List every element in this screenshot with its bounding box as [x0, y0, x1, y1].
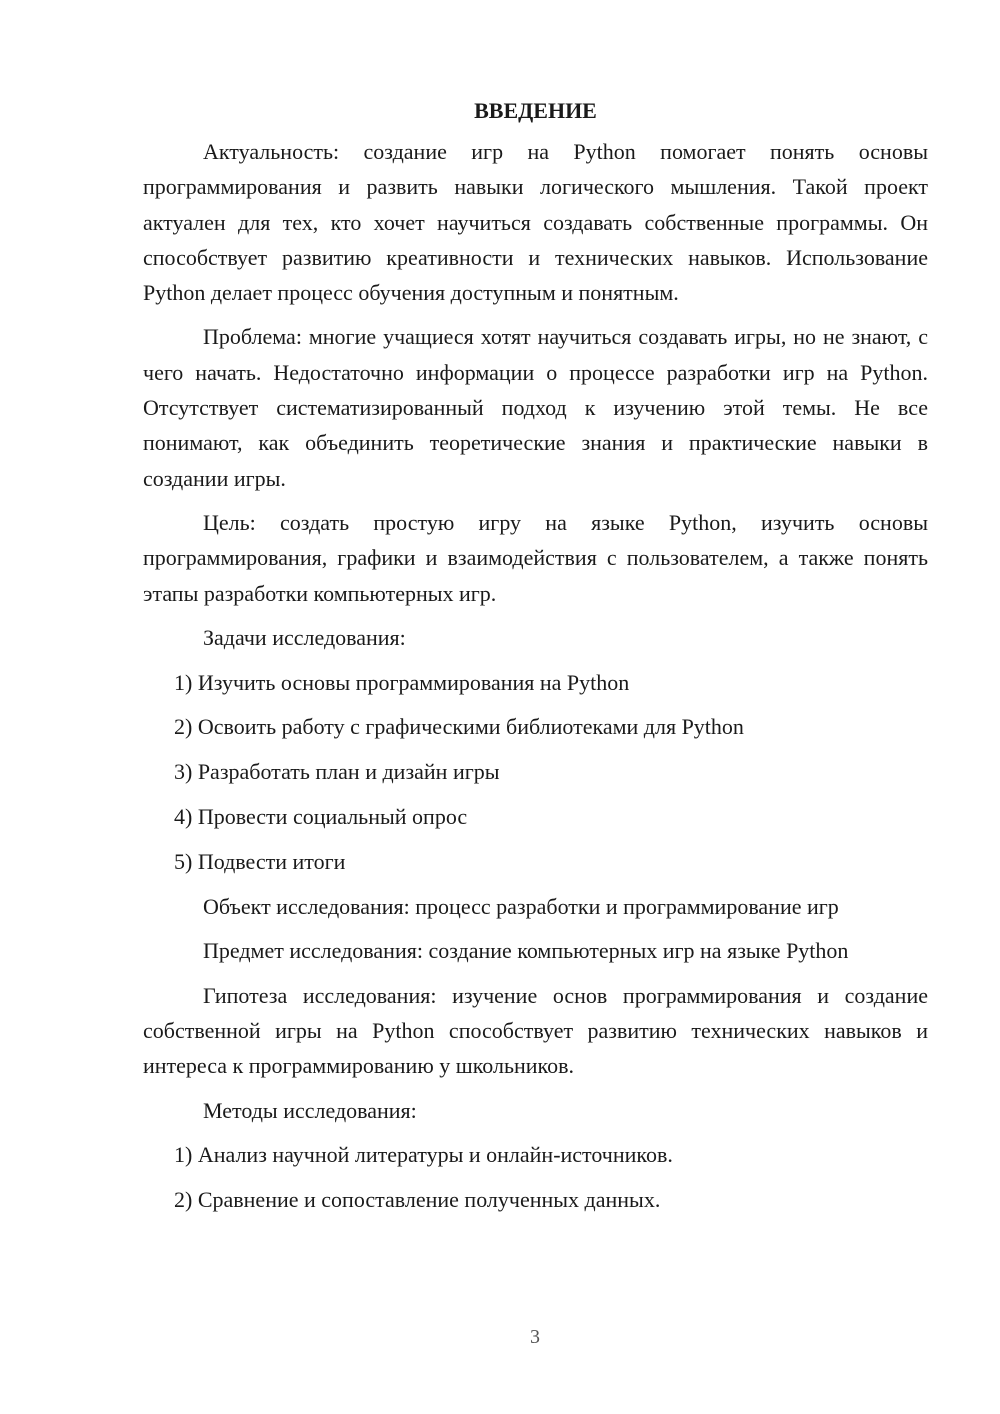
- task-item: 4) Провести социальный опрос: [174, 804, 468, 830]
- goal-paragraph: Цель: создать простую игру на языке Python, изучить основы программирования, графики и взаимодействия с пользователем, а также понять этапы разработки компьютерных игр.: [143, 509, 928, 606]
- task-item: 2) Освоить работу с графическими библиотеками для Python: [174, 714, 744, 740]
- subject-paragraph: Предмет исследования: создание компьютерных игр на языке Python: [203, 938, 849, 964]
- document-page: [143, 96, 928, 1227]
- section-heading: ВВЕДЕНИЕ: [474, 98, 597, 123]
- methods-label: Методы исследования:: [203, 1097, 417, 1123]
- tasks-list: [143, 665, 928, 879]
- task-item: 5) Подвести итоги: [174, 848, 346, 874]
- task-item: 3) Разработать план и дизайн игры: [174, 759, 500, 785]
- object-line: Объект исследования: процесс разработки и программирование игр: [203, 893, 839, 919]
- problem-paragraph: Проблема: многие учащиеся хотят научиться создавать игры, но не знают, с чего начать. Недостаточно информации о процессе разработки игр на Python. Отсутствует систематизированный подход к изучению этой темы. Не все понимают, как объединить теоретические знания и практические навыки в создании игры.: [143, 324, 928, 491]
- methods-list: [143, 1137, 928, 1217]
- method-item: 2) Сравнение и сопоставление полученных данных.: [174, 1187, 661, 1213]
- task-item: 1) Изучить основы программирования на Python: [174, 669, 630, 695]
- tasks-label: Задачи исследования:: [203, 624, 406, 650]
- method-item: 1) Анализ научной литературы и онлайн-источников.: [174, 1142, 673, 1168]
- hypothesis-paragraph: Гипотеза исследования: изучение основ программирования и создание собственной игры на Python способствует развитию технических навыков и интереса к программированию у школьников.: [143, 982, 928, 1079]
- page-number: 3: [530, 1326, 540, 1348]
- relevance-paragraph: Актуальность: создание игр на Python помогает понять основы программирования и развить навыки логического мышления. Такой проект актуален для тех, кто хочет научиться создавать собственные программы. Он способствует развитию креативности и технических навыков. Использование Python делает процесс обучения доступным и понятным.: [143, 139, 928, 306]
